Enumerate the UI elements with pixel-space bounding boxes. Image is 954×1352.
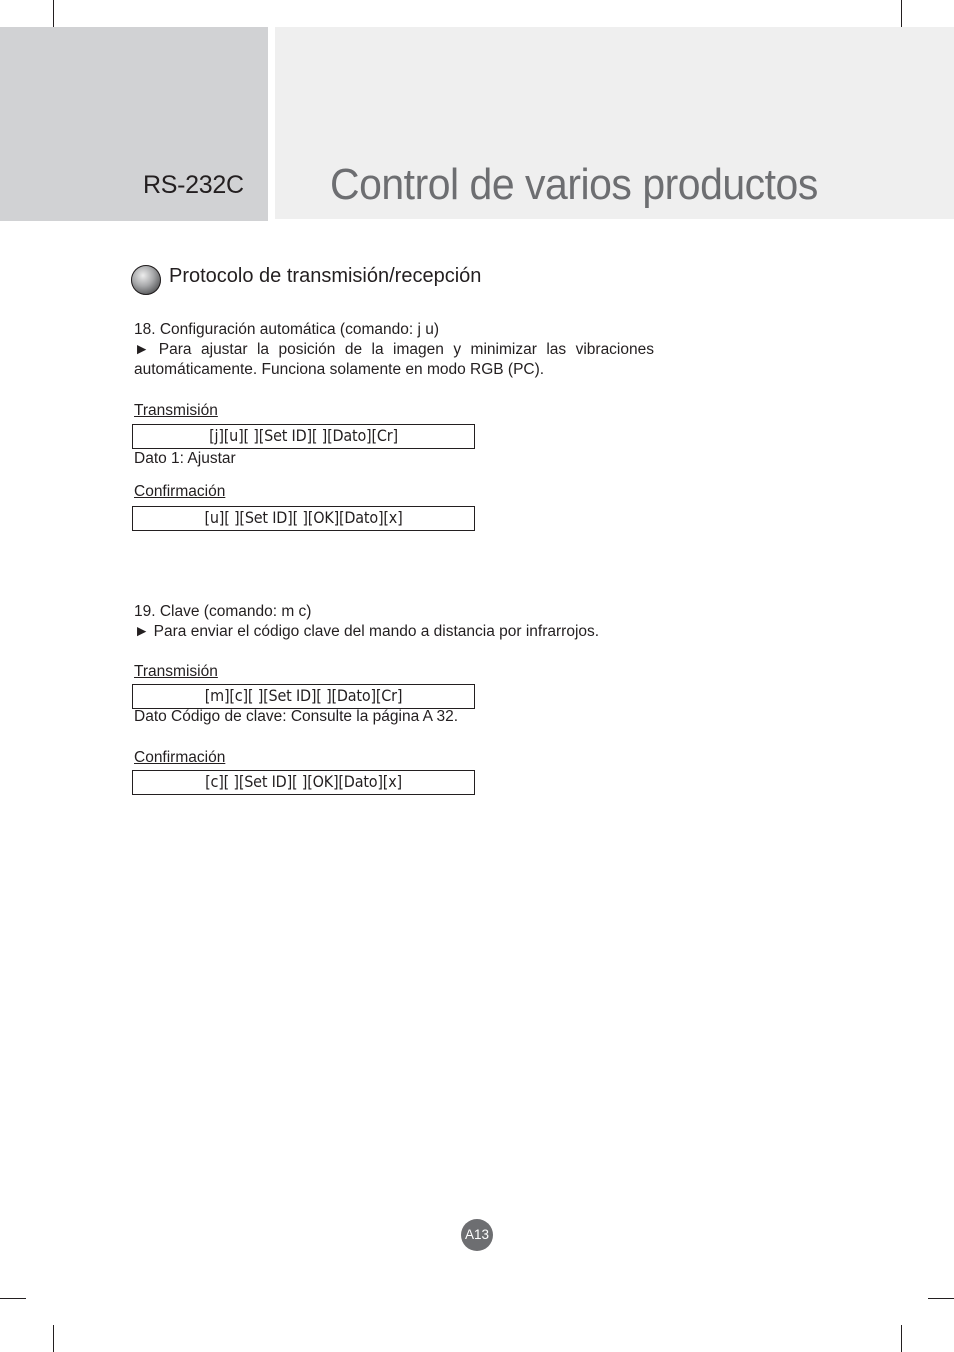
- page-number-badge: A13: [461, 1219, 493, 1251]
- crop-mark-bottom-left: [53, 1325, 54, 1352]
- item19-confirmation-label: Confirmación: [134, 749, 226, 766]
- crop-mark-left-bottom: [0, 1298, 26, 1299]
- item19-transmission-command: [m][c][ ][Set ID][ ][Dato][Cr]: [132, 684, 475, 709]
- section-tag: RS-232C: [143, 171, 244, 199]
- item18-desc-line2: automáticamente. Funciona solamente en modo RGB (PC).: [134, 361, 545, 378]
- crop-mark-right-bottom: [928, 1298, 954, 1299]
- section-subtitle: Protocolo de transmisión/recepción: [169, 265, 482, 287]
- item19-transmission-label: Transmisión: [134, 663, 218, 680]
- page-title: Control de varios productos: [330, 160, 818, 209]
- item18-desc-line1: ► Para ajustar la posición de la imagen y minimizar las vibraciones: [134, 341, 654, 358]
- item19-heading: 19. Clave (comando: m c): [134, 603, 312, 620]
- item18-heading: 18. Configuración automática (comando: j u): [134, 321, 439, 338]
- crop-mark-top-left: [53, 0, 54, 27]
- crop-mark-bottom-right: [901, 1325, 902, 1352]
- item18-transmission-command: [j][u][ ][Set ID][ ][Dato][Cr]: [132, 424, 475, 449]
- item18-confirmation-command: [u][ ][Set ID][ ][OK][Dato][x]: [132, 506, 475, 531]
- item18-description: [134, 340, 654, 380]
- item18-data-note: Dato 1: Ajustar: [134, 450, 236, 467]
- item19-data-note: Dato Código de clave: Consulte la página A 32.: [134, 708, 459, 725]
- sphere-bullet-icon: [131, 265, 161, 295]
- item19-description: ► Para enviar el código clave del mando a distancia por infrarrojos.: [134, 623, 600, 640]
- crop-mark-top-right: [901, 0, 902, 27]
- item18-confirmation-label: Confirmación: [134, 483, 226, 500]
- item18-transmission-label: Transmisión: [134, 402, 218, 419]
- item19-confirmation-command: [c][ ][Set ID][ ][OK][Dato][x]: [132, 770, 475, 795]
